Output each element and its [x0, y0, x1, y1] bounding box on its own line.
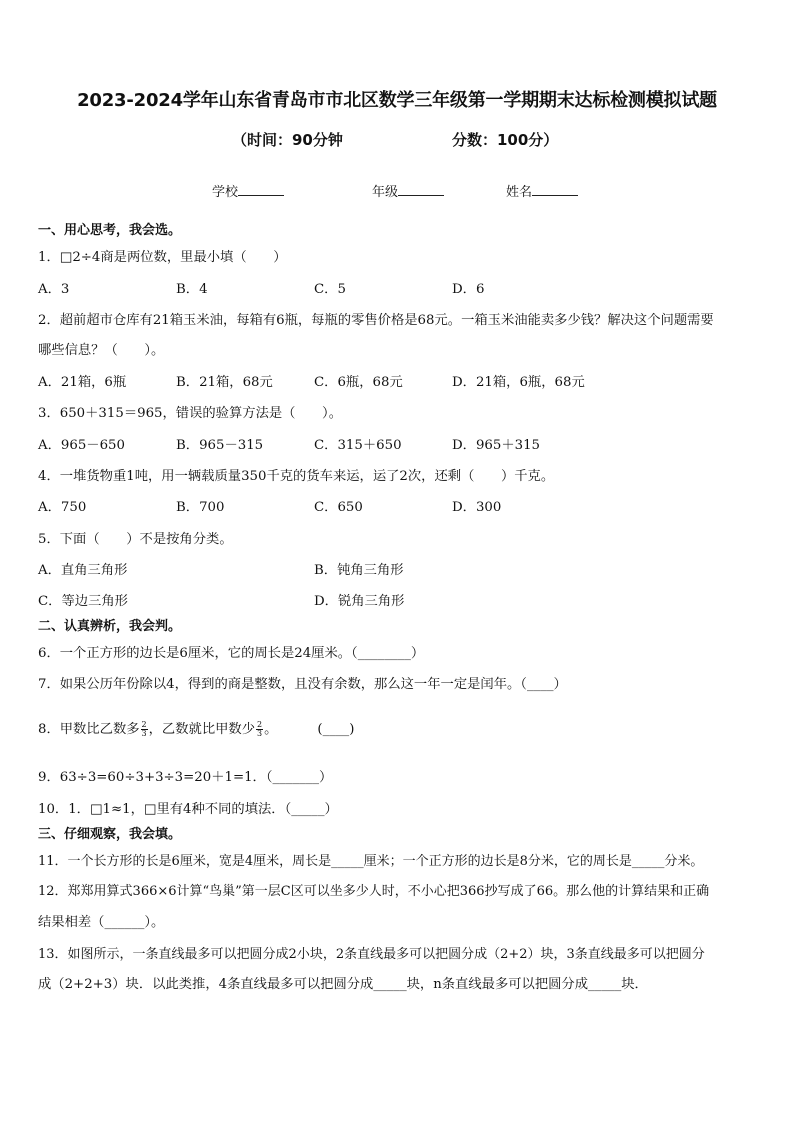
q1-option-a[interactable]: A．3 [38, 282, 70, 297]
q8-text-c: 。 [264, 722, 278, 737]
question-13-cont: 成（2+2+3）块．以此类推，4条直线最多可以把圆分成_____块，n条直线最多可以把圆分成_____块． [38, 977, 648, 992]
question-12: 12．郑郑用算式366×6计算“鸟巢”第一层C区可以坐多少人时，不小心把366抄写成了66。那么他的计算结果和正确 [38, 884, 710, 899]
question-3: 3．650＋315＝965，错误的验算方法是（ ）。 [38, 406, 342, 421]
q2-option-d[interactable]: D．21箱，6瓶，68元 [452, 375, 585, 390]
q8-fraction-2-numerator: 2 [257, 720, 263, 729]
q8-fraction-1-denominator: 3 [141, 729, 147, 738]
q3-option-a[interactable]: A．965－650 [38, 438, 125, 453]
grade-label: 年级 [372, 185, 399, 200]
total-score: 分数：100分） [452, 131, 559, 149]
q8-fraction-1 [141, 721, 148, 738]
q4-option-a[interactable]: A．750 [38, 500, 87, 515]
question-5: 5．下面（ ）不是按角分类。 [38, 532, 233, 547]
q4-option-c[interactable]: C．650 [314, 500, 363, 515]
section-3-heading: 三、仔细观察，我会填。 [38, 827, 182, 842]
question-1: 1．□2÷4商是两位数，里最小填（ ） [38, 250, 287, 265]
q3-option-c[interactable]: C．315＋650 [314, 438, 402, 453]
question-9: 9．63÷3=60÷3+3÷3=20＋1=1．（_______） [38, 770, 333, 785]
question-2-cont: 哪些信息？（ ）。 [38, 343, 165, 358]
q3-option-b[interactable]: B．965－315 [176, 438, 264, 453]
section-1-heading: 一、用心思考，我会选。 [38, 223, 182, 238]
question-4: 4．一堆货物重1吨，用一辆载质量350千克的货车来运，运了2次，还剩（ ）千克。 [38, 469, 555, 484]
q5-option-a[interactable]: A．直角三角形 [38, 563, 128, 578]
q8-fraction-2 [256, 721, 263, 738]
grade-field [372, 181, 444, 200]
q5-option-b[interactable]: B．钝角三角形 [314, 563, 404, 578]
section-2-heading: 二、认真辨析，我会判。 [38, 619, 182, 634]
question-8 [38, 721, 354, 739]
exam-title: 2023-2024学年山东省青岛市市北区数学三年级第一学期期末达标检测模拟试题 [77, 90, 717, 111]
q8-text-b: ，乙数就比甲数少 [148, 722, 256, 737]
q2-option-c[interactable]: C．6瓶，68元 [314, 375, 403, 390]
q2-option-a[interactable]: A．21箱，6瓶 [38, 375, 127, 390]
grade-blank[interactable] [398, 183, 444, 196]
q1-option-b[interactable]: B．4 [176, 282, 208, 297]
q5-option-d[interactable]: D．锐角三角形 [314, 594, 405, 609]
question-11: 11．一个长方形的长是6厘米，宽是4厘米，周长是_____厘米；一个正方形的边长是8分米，它的周长是_____分米。 [38, 854, 704, 869]
name-label: 姓名 [506, 185, 533, 200]
question-13: 13．如图所示，一条直线最多可以把圆分成2小块，2条直线最多可以把圆分成（2+2）块，3条直线最多可以把圆分 [38, 947, 705, 962]
school-field [212, 181, 284, 200]
question-12-cont: 结果相差（______）。 [38, 915, 165, 930]
name-field [506, 181, 578, 200]
q4-option-d[interactable]: D．300 [452, 500, 502, 515]
question-2: 2．超前超市仓库有21箱玉米油，每箱有6瓶，每瓶的零售价格是68元。一箱玉米油能卖多少钱？解决这个问题需要 [38, 313, 714, 328]
name-blank[interactable] [532, 183, 578, 196]
question-10: 10．1．□1≈1，□里有4种不同的填法．（_____） [38, 802, 338, 817]
q8-text-a: 8．甲数比乙数多 [38, 722, 140, 737]
q1-option-c[interactable]: C．5 [314, 282, 346, 297]
question-6: 6．一个正方形的边长是6厘米，它的周长是24厘米。（________） [38, 646, 425, 661]
school-blank[interactable] [238, 183, 284, 196]
time-limit: （时间：90分钟 [232, 131, 343, 149]
q3-option-d[interactable]: D．965＋315 [452, 438, 541, 453]
q1-option-d[interactable]: D．6 [452, 282, 485, 297]
q2-option-b[interactable]: B．21箱，68元 [176, 375, 273, 390]
q5-option-c[interactable]: C．等边三角形 [38, 594, 128, 609]
school-label: 学校 [212, 185, 239, 200]
q4-option-b[interactable]: B．700 [176, 500, 225, 515]
question-7: 7．如果公历年份除以4，得到的商是整数，且没有余数，那么这一年一定是闰年。（____） [38, 677, 567, 692]
q8-fraction-2-denominator: 3 [257, 729, 263, 738]
q8-answer-blank[interactable]: (____) [317, 722, 355, 737]
q8-fraction-1-numerator: 2 [141, 720, 147, 729]
